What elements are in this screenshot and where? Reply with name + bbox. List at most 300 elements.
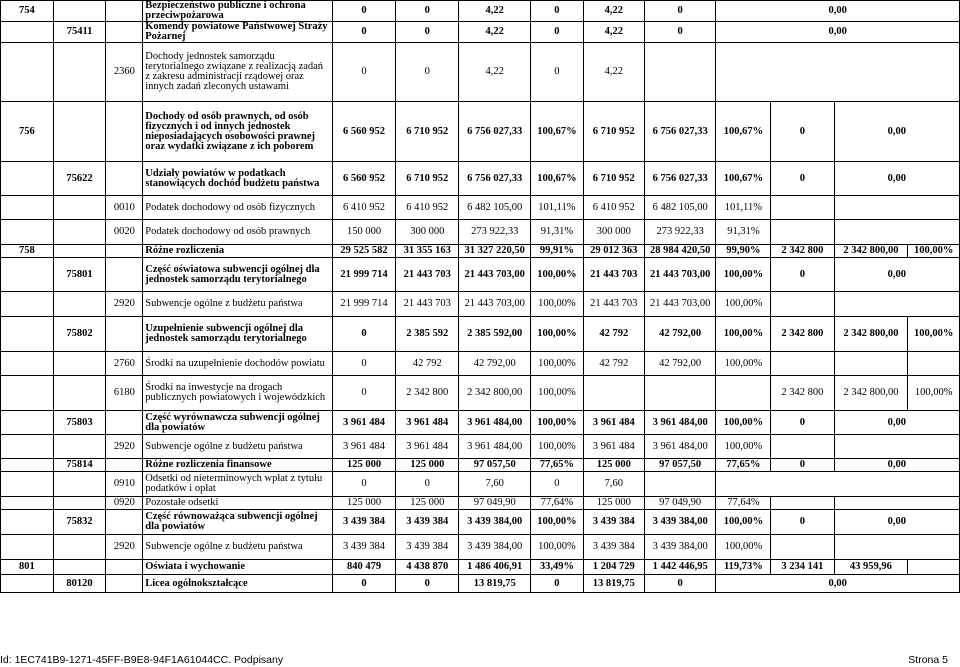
value-cell: 100,00% [531,317,584,352]
value-cell: 3 961 484 [332,435,395,459]
value-cell: 6 410 952 [396,196,459,220]
value-cell: 273 922,33 [644,220,716,245]
rozdzial-cell [53,196,106,220]
value-cell: 3 961 484,00 [459,435,531,459]
dzial-cell [1,435,54,459]
value-cell: 300 000 [396,220,459,245]
description-cell: Różne rozliczenia [143,245,333,258]
value-cell: 101,11% [716,196,771,220]
value-cell: 7,60 [459,472,531,497]
value-cell: 100,00% [716,292,771,317]
value-cell: 6 560 952 [332,162,395,196]
value-cell: 0 [396,472,459,497]
table-row [1,22,960,43]
value-cell: 3 439 384 [396,510,459,535]
value-cell [771,352,834,376]
value-cell: 0 [531,22,584,43]
value-cell: 125 000 [396,497,459,510]
value-cell [834,196,960,220]
description-cell: Udziały powiatów w podatkach stanowiących dochód budżetu państwa [143,162,333,196]
value-cell: 0 [396,1,459,22]
value-cell [771,497,834,510]
value-cell: 3 439 384 [332,535,395,560]
value-cell: 0 [531,575,584,593]
paragraf-cell [106,459,143,472]
description-cell: Dochody jednostek samorządu terytorialnego związane z realizacją zadań z zakresu administracji rządowej oraz innych zadań zleconych ustawami [143,43,333,102]
dzial-cell [1,352,54,376]
rozdzial-cell: 75803 [53,411,106,435]
rozdzial-cell [53,560,106,575]
paragraf-cell: 6180 [106,376,143,411]
value-cell: 0,00 [716,22,960,43]
description-cell: Oświata i wychowanie [143,560,333,575]
page-number: Strona 5 [908,654,948,666]
dzial-cell [1,459,54,472]
dzial-cell: 754 [1,1,54,22]
value-cell: 100,00% [716,435,771,459]
dzial-cell [1,535,54,560]
value-cell: 3 234 141 [771,560,834,575]
value-cell: 0 [771,162,834,196]
value-cell: 1 486 406,91 [459,560,531,575]
value-cell: 4,22 [583,22,644,43]
value-cell: 0 [332,22,395,43]
value-cell: 97 049,90 [644,497,716,510]
value-cell: 1 442 446,95 [644,560,716,575]
value-cell: 0 [771,258,834,292]
value-cell: 0 [332,43,395,102]
value-cell: 0 [396,22,459,43]
description-cell: Część oświatowa subwencji ogólnej dla jednostek samorządu terytorialnego [143,258,333,292]
value-cell: 100,00% [531,352,584,376]
value-cell: 42 792,00 [644,317,716,352]
dzial-cell [1,220,54,245]
value-cell: 100,00% [716,317,771,352]
value-cell: 3 961 484,00 [459,411,531,435]
value-cell [644,376,716,411]
value-cell: 6 710 952 [396,102,459,162]
value-cell: 300 000 [583,220,644,245]
value-cell [716,472,960,497]
value-cell: 0 [531,1,584,22]
paragraf-cell [106,560,143,575]
value-cell: 0 [396,43,459,102]
value-cell: 100,67% [716,102,771,162]
description-cell: Podatek dochodowy od osób fizycznych [143,196,333,220]
value-cell: 3 961 484 [332,411,395,435]
value-cell: 4,22 [583,1,644,22]
value-cell: 21 443 703,00 [644,292,716,317]
value-cell: 0,00 [834,510,960,535]
dzial-cell [1,575,54,593]
value-cell: 100,00% [531,510,584,535]
rozdzial-cell [53,102,106,162]
value-cell: 0 [771,510,834,535]
table-row [1,510,960,535]
paragraf-cell [106,575,143,593]
value-cell: 100,00% [531,435,584,459]
table-row [1,575,960,593]
value-cell: 0,00 [834,411,960,435]
value-cell: 125 000 [332,497,395,510]
value-cell: 0 [771,102,834,162]
value-cell: 6 710 952 [583,102,644,162]
dzial-cell: 758 [1,245,54,258]
paragraf-cell [106,162,143,196]
value-cell: 0 [771,411,834,435]
dzial-cell [1,258,54,292]
rozdzial-cell [53,376,106,411]
value-cell: 3 439 384 [332,510,395,535]
table-row [1,352,960,376]
value-cell [908,560,960,575]
description-cell: Bezpieczeństwo publiczne i ochrona przeciwpożarowa [143,1,333,22]
value-cell: 6 482 105,00 [459,196,531,220]
table-row [1,1,960,22]
value-cell: 0 [332,1,395,22]
value-cell: 100,00% [716,352,771,376]
value-cell [583,376,644,411]
value-cell: 100,00% [908,376,960,411]
value-cell: 100,67% [531,102,584,162]
paragraf-cell: 2920 [106,292,143,317]
value-cell: 4,22 [583,43,644,102]
rozdzial-cell [53,292,106,317]
rozdzial-cell: 75814 [53,459,106,472]
table-row [1,497,960,510]
value-cell: 6 410 952 [583,196,644,220]
value-cell [834,535,960,560]
description-cell: Część równoważąca subwencji ogólnej dla powiatów [143,510,333,535]
value-cell: 125 000 [583,459,644,472]
table-row [1,472,960,497]
dzial-cell [1,22,54,43]
value-cell: 21 999 714 [332,258,395,292]
rozdzial-cell [53,220,106,245]
value-cell: 100,00% [531,258,584,292]
value-cell: 13 819,75 [583,575,644,593]
value-cell: 29 525 582 [332,245,395,258]
dzial-cell: 756 [1,102,54,162]
value-cell: 100,00% [716,258,771,292]
value-cell [908,352,960,376]
description-cell: Środki na uzupełnienie dochodów powiatu [143,352,333,376]
value-cell: 100,00% [531,376,584,411]
table-row [1,435,960,459]
value-cell: 100,00% [716,510,771,535]
description-cell: Licea ogólnokształcące [143,575,333,593]
value-cell: 42 792,00 [644,352,716,376]
value-cell: 3 439 384 [396,535,459,560]
value-cell: 3 961 484,00 [644,435,716,459]
value-cell: 3 439 384,00 [459,510,531,535]
value-cell: 2 385 592 [396,317,459,352]
value-cell: 2 342 800,00 [834,317,908,352]
table-row [1,317,960,352]
value-cell: 0 [644,575,716,593]
value-cell: 31 327 220,50 [459,245,531,258]
value-cell: 125 000 [332,459,395,472]
value-cell: 21 443 703 [583,292,644,317]
value-cell: 77,65% [531,459,584,472]
dzial-cell: 801 [1,560,54,575]
dzial-cell [1,411,54,435]
dzial-cell [1,43,54,102]
dzial-cell [1,376,54,411]
value-cell: 29 012 363 [583,245,644,258]
value-cell: 0,00 [716,575,960,593]
value-cell: 100,00% [716,411,771,435]
rozdzial-cell [53,535,106,560]
paragraf-cell: 0910 [106,472,143,497]
value-cell: 840 479 [332,560,395,575]
value-cell: 21 999 714 [332,292,395,317]
value-cell: 99,90% [716,245,771,258]
value-cell: 7,60 [583,472,644,497]
rozdzial-cell [53,245,106,258]
value-cell: 1 204 729 [583,560,644,575]
value-cell: 97 057,50 [644,459,716,472]
value-cell: 2 342 800 [396,376,459,411]
value-cell: 0,00 [834,102,960,162]
paragraf-cell: 2920 [106,435,143,459]
rozdzial-cell: 75801 [53,258,106,292]
value-cell: 100,00% [531,292,584,317]
value-cell: 100,00% [716,535,771,560]
value-cell: 97 057,50 [459,459,531,472]
paragraf-cell: 2920 [106,535,143,560]
value-cell: 100,00% [908,317,960,352]
rozdzial-cell: 80120 [53,575,106,593]
description-cell: Komendy powiatowe Państwowej Straży Pożarnej [143,22,333,43]
value-cell [771,196,834,220]
value-cell: 0,00 [834,258,960,292]
value-cell: 0 [332,317,395,352]
value-cell: 0 [531,43,584,102]
value-cell [771,220,834,245]
rozdzial-cell [53,352,106,376]
value-cell: 42 792 [583,317,644,352]
rozdzial-cell: 75832 [53,510,106,535]
value-cell: 125 000 [583,497,644,510]
paragraf-cell [106,510,143,535]
table-row [1,292,960,317]
value-cell: 100,00% [531,535,584,560]
table-row [1,196,960,220]
paragraf-cell [106,317,143,352]
value-cell: 0,00 [834,162,960,196]
value-cell: 0 [644,1,716,22]
table-row [1,459,960,472]
table-row [1,245,960,258]
value-cell: 6 560 952 [332,102,395,162]
rozdzial-cell [53,43,106,102]
paragraf-cell [106,258,143,292]
value-cell: 119,73% [716,560,771,575]
value-cell: 99,91% [531,245,584,258]
value-cell: 0 [332,352,395,376]
value-cell: 91,31% [716,220,771,245]
value-cell [644,472,716,497]
description-cell: Dochody od osób prawnych, od osób fizycznych i od innych jednostek nieposiadających osobowości prawnej oraz wydatki związane z ich poborem [143,102,333,162]
value-cell: 2 342 800 [771,376,834,411]
value-cell: 33,49% [531,560,584,575]
table-row [1,102,960,162]
value-cell [834,497,960,510]
value-cell: 6 756 027,33 [644,102,716,162]
value-cell: 2 385 592,00 [459,317,531,352]
value-cell [834,292,960,317]
value-cell: 3 439 384,00 [644,535,716,560]
value-cell: 2 342 800,00 [834,245,908,258]
paragraf-cell: 0020 [106,220,143,245]
dzial-cell [1,196,54,220]
value-cell: 150 000 [332,220,395,245]
table-row [1,220,960,245]
value-cell: 21 443 703,00 [459,292,531,317]
value-cell: 0 [396,575,459,593]
rozdzial-cell: 75622 [53,162,106,196]
value-cell: 4,22 [459,22,531,43]
document-id-footer: Id: 1EC741B9-1271-45FF-B9E8-94F1A61044CC. Podpisany [0,654,284,666]
value-cell: 100,00% [531,411,584,435]
value-cell: 3 439 384,00 [644,510,716,535]
dzial-cell [1,497,54,510]
value-cell: 91,31% [531,220,584,245]
rozdzial-cell [53,497,106,510]
value-cell: 0 [771,459,834,472]
value-cell: 2 342 800,00 [834,376,908,411]
value-cell: 21 443 703 [396,292,459,317]
value-cell: 6 756 027,33 [644,162,716,196]
description-cell: Pozostałe odsetki [143,497,333,510]
value-cell: 0 [332,575,395,593]
paragraf-cell: 0010 [106,196,143,220]
description-cell: Uzupełnienie subwencji ogólnej dla jednostek samorządu terytorialnego [143,317,333,352]
value-cell: 43 959,96 [834,560,908,575]
paragraf-cell: 2760 [106,352,143,376]
value-cell: 6 710 952 [396,162,459,196]
value-cell: 100,67% [716,162,771,196]
description-cell: Odsetki od nieterminowych wpłat z tytułu podatków i opłat [143,472,333,497]
value-cell: 3 961 484,00 [644,411,716,435]
value-cell: 100,67% [531,162,584,196]
value-cell: 0,00 [834,459,960,472]
value-cell: 21 443 703,00 [459,258,531,292]
rozdzial-cell [53,1,106,22]
paragraf-cell: 0920 [106,497,143,510]
rozdzial-cell [53,435,106,459]
value-cell [771,292,834,317]
value-cell [834,435,960,459]
value-cell: 6 710 952 [583,162,644,196]
paragraf-cell [106,1,143,22]
dzial-cell [1,510,54,535]
rozdzial-cell: 75411 [53,22,106,43]
value-cell [834,352,908,376]
value-cell: 21 443 703 [583,258,644,292]
value-cell: 3 961 484 [396,435,459,459]
value-cell: 13 819,75 [459,575,531,593]
paragraf-cell: 2360 [106,43,143,102]
dzial-cell [1,317,54,352]
paragraf-cell [106,411,143,435]
value-cell: 0 [644,22,716,43]
value-cell: 77,64% [531,497,584,510]
value-cell: 6 410 952 [332,196,395,220]
value-cell [834,220,960,245]
description-cell: Subwencje ogólne z budżetu państwa [143,535,333,560]
value-cell: 97 049,90 [459,497,531,510]
value-cell: 4 438 870 [396,560,459,575]
value-cell: 6 756 027,33 [459,162,531,196]
value-cell: 4,22 [459,43,531,102]
value-cell [716,376,771,411]
description-cell: Subwencje ogólne z budżetu państwa [143,435,333,459]
value-cell: 3 439 384 [583,510,644,535]
dzial-cell [1,472,54,497]
value-cell: 101,11% [531,196,584,220]
value-cell [644,43,716,102]
value-cell: 3 439 384 [583,535,644,560]
table-row [1,162,960,196]
value-cell: 42 792,00 [459,352,531,376]
value-cell: 0 [332,376,395,411]
table-row [1,43,960,102]
rozdzial-cell [53,472,106,497]
dzial-cell [1,292,54,317]
value-cell: 3 961 484 [583,411,644,435]
paragraf-cell [106,102,143,162]
description-cell: Środki na inwestycje na drogach publicznych powiatowych i wojewódzkich [143,376,333,411]
value-cell: 2 342 800 [771,245,834,258]
paragraf-cell [106,22,143,43]
value-cell [771,435,834,459]
value-cell: 0 [531,472,584,497]
value-cell: 21 443 703 [396,258,459,292]
value-cell: 6 756 027,33 [459,102,531,162]
value-cell: 42 792 [583,352,644,376]
table-row [1,258,960,292]
value-cell: 77,64% [716,497,771,510]
value-cell [771,535,834,560]
value-cell: 6 482 105,00 [644,196,716,220]
value-cell: 3 961 484 [396,411,459,435]
description-cell: Podatek dochodowy od osób prawnych [143,220,333,245]
paragraf-cell [106,245,143,258]
value-cell: 3 439 384,00 [459,535,531,560]
value-cell: 31 355 163 [396,245,459,258]
value-cell: 42 792 [396,352,459,376]
description-cell: Subwencje ogólne z budżetu państwa [143,292,333,317]
value-cell: 0,00 [716,1,960,22]
value-cell: 3 961 484 [583,435,644,459]
value-cell [716,43,960,102]
value-cell: 273 922,33 [459,220,531,245]
value-cell: 21 443 703,00 [644,258,716,292]
value-cell: 28 984 420,50 [644,245,716,258]
table-row [1,535,960,560]
value-cell: 0 [332,472,395,497]
value-cell: 2 342 800,00 [459,376,531,411]
value-cell: 4,22 [459,1,531,22]
table-row [1,376,960,411]
value-cell: 125 000 [396,459,459,472]
rozdzial-cell: 75802 [53,317,106,352]
value-cell: 77,65% [716,459,771,472]
description-cell: Różne rozliczenia finansowe [143,459,333,472]
table-row [1,560,960,575]
